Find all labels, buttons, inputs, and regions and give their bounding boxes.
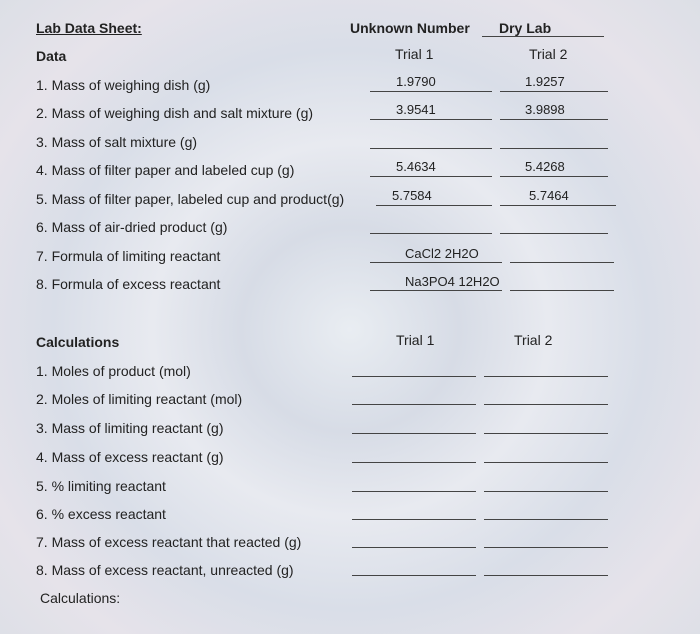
data-row-t1-line[interactable]	[370, 262, 502, 263]
data-row-t1-line[interactable]	[376, 205, 492, 206]
data-row-t1-value: 5.7584	[392, 188, 432, 203]
data-row-t1-value: 3.9541	[396, 102, 436, 117]
data-row-t1-line[interactable]	[370, 290, 502, 291]
data-row-t2-line[interactable]	[500, 176, 608, 177]
data-row-t2-line[interactable]	[500, 119, 608, 120]
calc-row-label: 8. Mass of excess reactant, unreacted (g)	[36, 562, 294, 578]
data-row-t1-line[interactable]	[370, 233, 492, 234]
calc-row-label: 7. Mass of excess reactant that reacted (g)	[36, 534, 302, 550]
data-row-t1-line[interactable]	[370, 148, 492, 149]
data-row-label: 2. Mass of weighing dish and salt mixture (g)	[36, 105, 314, 121]
calc-row-t2-line[interactable]	[484, 433, 608, 434]
calc-row-t2-line[interactable]	[484, 575, 608, 576]
calc-row-t2-line[interactable]	[484, 462, 608, 463]
data-row-t2-line[interactable]	[500, 148, 608, 149]
calc-row-label: 5. % limiting reactant	[36, 478, 166, 494]
data-row-t1-value: Na3PO4 12H2O	[405, 274, 500, 289]
data-heading: Data	[36, 48, 67, 64]
data-row-t2-line[interactable]	[510, 290, 614, 291]
data-row-t1-line[interactable]	[370, 119, 492, 120]
calc-row-t1-line[interactable]	[352, 462, 476, 463]
unknown-number-line	[482, 36, 604, 37]
data-row-t1-value: CaCl2 2H2O	[405, 246, 479, 261]
calc-row-t2-line[interactable]	[484, 404, 608, 405]
data-row-label: 4. Mass of filter paper and labeled cup (g)	[36, 162, 295, 178]
data-trial2-header: Trial 2	[529, 46, 568, 62]
data-row-t2-line[interactable]	[510, 262, 614, 263]
calc-row-t1-line[interactable]	[352, 491, 476, 492]
data-row-t1-value: 1.9790	[396, 74, 436, 89]
calculations-heading: Calculations	[36, 334, 120, 350]
calc-row-label: 1. Moles of product (mol)	[36, 363, 191, 379]
sheet-title: Lab Data Sheet:	[36, 20, 142, 36]
calc-row-label: 3. Mass of limiting reactant (g)	[36, 420, 224, 436]
calc-trial2-header: Trial 2	[514, 332, 553, 348]
calc-row-t2-line[interactable]	[484, 547, 608, 548]
data-row-t1-line[interactable]	[370, 176, 492, 177]
calc-row-t1-line[interactable]	[352, 404, 476, 405]
unknown-number-label: Unknown Number	[350, 20, 470, 36]
data-trial1-header: Trial 1	[395, 46, 434, 62]
calc-row-label: 2. Moles of limiting reactant (mol)	[36, 391, 243, 407]
data-row-label: 8. Formula of excess reactant	[36, 276, 221, 292]
data-row-t2-value: 1.9257	[525, 74, 565, 89]
calc-row-t1-line[interactable]	[352, 376, 476, 377]
calculations-footer: Calculations:	[40, 590, 121, 606]
data-row-t2-line[interactable]	[500, 205, 616, 206]
data-row-t2-value: 3.9898	[525, 102, 565, 117]
calc-row-t1-line[interactable]	[352, 433, 476, 434]
calc-trial1-header: Trial 1	[396, 332, 435, 348]
calc-row-label: 6. % excess reactant	[36, 506, 166, 522]
data-row-label: 1. Mass of weighing dish (g)	[36, 77, 211, 93]
data-row-label: 7. Formula of limiting reactant	[36, 248, 221, 264]
data-row-label: 5. Mass of filter paper, labeled cup and product(g)	[36, 191, 345, 207]
data-row-t2-value: 5.7464	[529, 188, 569, 203]
calc-row-t2-line[interactable]	[484, 519, 608, 520]
data-row-label: 3. Mass of salt mixture (g)	[36, 134, 198, 150]
data-row-t2-value: 5.4268	[525, 159, 565, 174]
data-row-t2-line[interactable]	[500, 233, 608, 234]
data-row-label: 6. Mass of air-dried product (g)	[36, 219, 228, 235]
calc-row-t1-line[interactable]	[352, 575, 476, 576]
calc-row-t1-line[interactable]	[352, 547, 476, 548]
calc-row-t1-line[interactable]	[352, 519, 476, 520]
data-row-t1-value: 5.4634	[396, 159, 436, 174]
calc-row-label: 4. Mass of excess reactant (g)	[36, 449, 224, 465]
calc-row-t2-line[interactable]	[484, 491, 608, 492]
unknown-number-value: Dry Lab	[499, 20, 552, 36]
calc-row-t2-line[interactable]	[484, 376, 608, 377]
data-row-t1-line[interactable]	[370, 91, 492, 92]
data-row-t2-line[interactable]	[500, 91, 608, 92]
